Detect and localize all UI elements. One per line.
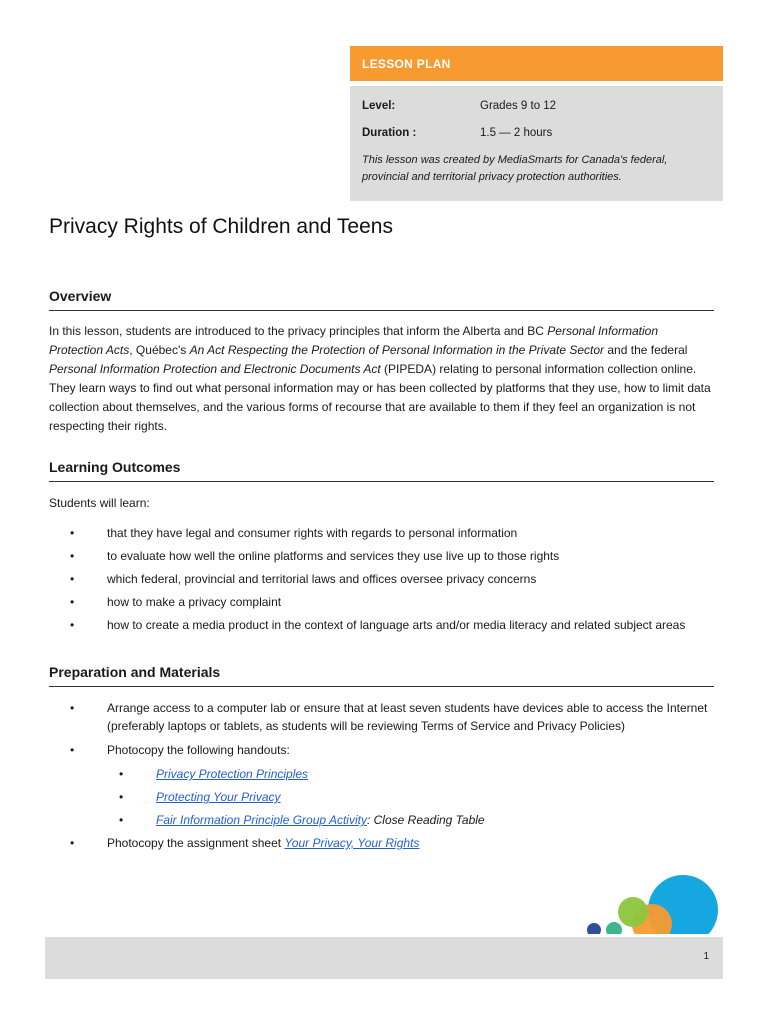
- overview-text-3: and the federal: [604, 343, 688, 357]
- overview-heading: Overview: [49, 288, 714, 311]
- level-value: Grades 9 to 12: [480, 100, 557, 112]
- handout-suffix: : Close Reading Table: [366, 813, 485, 827]
- page-number: 1: [703, 951, 709, 962]
- lesson-plan-note: This lesson was created by MediaSmarts for Canada's federal, provincial and territorial privacy protection authorities.: [362, 154, 668, 183]
- lesson-plan-header-label: LESSON PLAN: [362, 57, 451, 71]
- preparation-list: [49, 699, 719, 852]
- logo-teal-circle: [606, 922, 622, 934]
- bullet-icon: •: [70, 572, 75, 586]
- list-item: [49, 741, 719, 829]
- list-item-text: Arrange access to a computer lab or ensure that at least seven students have devices able to access the Internet (preferably laptops or tablets, as students will be reviewing Terms of Service and Privacy Policies): [107, 701, 708, 733]
- list-item-text: how to make a privacy complaint: [107, 595, 282, 609]
- bullet-icon: •: [119, 767, 124, 781]
- learning-outcomes-list: [49, 524, 719, 634]
- list-item: [49, 570, 719, 588]
- overview-act-1: Personal Information Protection Acts: [49, 324, 659, 357]
- bullet-icon: •: [70, 526, 75, 540]
- page-footer: [45, 937, 723, 979]
- list-item: [107, 811, 719, 829]
- list-item: [49, 547, 719, 565]
- learning-outcomes-heading: Learning Outcomes: [49, 459, 714, 482]
- list-item-text: Photocopy the assignment sheet: [107, 836, 285, 850]
- overview-act-3: Personal Information Protection and Electronic Documents Act: [49, 362, 381, 376]
- handouts-list: [107, 765, 719, 829]
- level-label: Level:: [362, 100, 396, 112]
- list-item: [49, 524, 719, 542]
- bullet-icon: •: [70, 743, 75, 757]
- bullet-icon: •: [70, 836, 75, 850]
- list-item-text: how to create a media product in the context of language arts and/or media literacy and related subject areas: [107, 618, 686, 632]
- overview-paragraph: [49, 322, 714, 436]
- mediasmarts-logo: [580, 868, 725, 934]
- list-item: [49, 834, 719, 852]
- duration-value: 1.5 — 2 hours: [480, 127, 553, 139]
- lesson-plan-header: [350, 46, 723, 81]
- bullet-icon: •: [119, 790, 124, 804]
- overview-text-1: In this lesson, students are introduced to the privacy principles that inform the Alberta and BC: [49, 324, 548, 338]
- preparation-heading: Preparation and Materials: [49, 664, 714, 687]
- page-title: Privacy Rights of Children and Teens: [49, 215, 393, 238]
- list-item: [49, 593, 719, 611]
- duration-label: Duration :: [362, 127, 417, 139]
- list-item: [107, 765, 719, 783]
- handout-link-protecting-your-privacy[interactable]: Protecting Your Privacy: [156, 790, 281, 804]
- overview-text-2: , Québec's: [129, 343, 190, 357]
- bullet-icon: •: [70, 618, 75, 632]
- list-item: [49, 699, 719, 735]
- list-item: [49, 616, 719, 634]
- logo-navy-circle: [587, 923, 601, 934]
- overview-act-2: An Act Respecting the Protection of Personal Information in the Private Sector: [189, 343, 605, 357]
- list-item-text: that they have legal and consumer rights with regards to personal information: [107, 526, 518, 540]
- list-item-text: Photocopy the following handouts:: [107, 743, 290, 757]
- list-item-text: which federal, provincial and territorial laws and offices oversee privacy concerns: [107, 572, 537, 586]
- list-item-text: to evaluate how well the online platforms and services they use live up to those rights: [107, 549, 560, 563]
- assignment-link-your-privacy-your-rights[interactable]: Your Privacy, Your Rights: [284, 836, 420, 850]
- bullet-icon: •: [70, 595, 75, 609]
- handout-link-privacy-protection-principles[interactable]: Privacy Protection Principles: [156, 767, 309, 781]
- overview-text-4: (PIPEDA) relating to personal information collection online. They learn ways to find out what personal information may or has been collected by platforms that they use, how to limit data collection about themselves, and the various forms of recourse that are available to them if they feel an organization is not respecting their rights.: [49, 362, 711, 433]
- lesson-plan-details: [350, 86, 723, 201]
- list-item: [107, 788, 719, 806]
- bullet-icon: •: [70, 549, 75, 563]
- bullet-icon: •: [70, 701, 75, 715]
- handout-link-fair-information-activity[interactable]: Fair Information Principle Group Activity: [156, 813, 367, 827]
- learning-outcomes-intro: Students will learn:: [49, 496, 150, 510]
- bullet-icon: •: [119, 813, 124, 827]
- logo-green-circle: [618, 897, 648, 927]
